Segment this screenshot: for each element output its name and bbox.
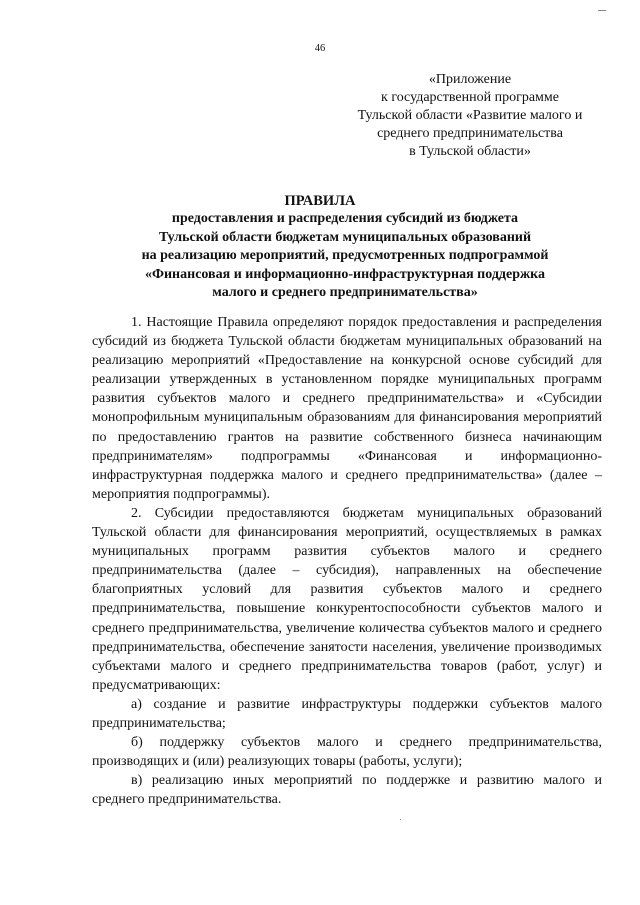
scan-speck bbox=[598, 10, 606, 11]
subtitle-line: на реализацию мероприятий, предусмотренных подпрограммой bbox=[141, 248, 549, 263]
annex-note bbox=[340, 71, 600, 161]
subtitle-line: малого и среднего предпринимательства» bbox=[212, 285, 478, 300]
subtitle-line: «Финансовая и информационно-инфраструктурная поддержка bbox=[144, 266, 546, 282]
paragraph-2b: б) поддержку субъектов малого и среднего предпринимательства, производящих и (или) реализующих товары (работы, услуги); bbox=[92, 735, 602, 770]
paragraph-2: 2. Субсидии предоставляются бюджетам муниципальных образований Тульской области для финансирования мероприятий, осуществляемых в рамках муниципальных программ развития субъектов малого и среднего предпринимательства (далее – субсидия), направленных на обеспечение благоприятных условий для развития субъектов малого и среднего предпринимательства, повышение конкурентоспособности субъектов малого и среднего предпринимательства, увеличение количества субъектов малого и среднего предпринимательства, обеспечение занятости населения, увеличение производимых субъектами малого и среднего предпринимательства товаров (работ, услуг) и предусматривающих: bbox=[92, 505, 602, 693]
annex-line: «Приложение bbox=[428, 72, 512, 87]
paragraph-2a: а) создание и развитие инфраструктуры поддержки субъектов малого предпринимательства; bbox=[92, 696, 602, 731]
annex-line: Тульской области «Развитие малого и bbox=[357, 108, 583, 123]
subtitle-line: Тульской области бюджетам муниципальных образований bbox=[158, 229, 532, 245]
annex-line: среднего предпринимательства bbox=[377, 126, 563, 141]
paragraph-1: 1. Настоящие Правила определяют порядок предоставления и распределения субсидий из бюджета Тульской области бюджетам муниципальных образований на реализацию мероприятий «Предоставление на конкурсной основе субсидий для реализации утвержденных в установленном порядке муниципальных программ развития субъектов малого и среднего предпринимательства» и «Субсидии монопрофильным муниципальным образованиям для финансирования мероприятий по предоставлению грантов на развитие собственного бизнеса начинающим предпринимателям» подпрограммы «Финансовая и информационно-инфраструктурная поддержка малого и среднего предпринимательства» (далее – мероприятия подпрограммы). bbox=[92, 315, 602, 502]
page-number: 46 bbox=[314, 43, 326, 54]
scan-speck bbox=[400, 819, 401, 820]
subtitle-line: предоставления и распределения субсидий из бюджета bbox=[171, 211, 519, 226]
document-body bbox=[92, 313, 602, 809]
annex-line: к государственной программе bbox=[381, 90, 559, 105]
document-subtitle bbox=[90, 210, 600, 303]
document-title: ПРАВИЛА bbox=[284, 193, 356, 209]
annex-line: в Тульской области» bbox=[409, 144, 531, 159]
paragraph-2c: в) реализацию иных мероприятий по поддержке и развитию малого и среднего предпринимательства. bbox=[92, 773, 602, 808]
